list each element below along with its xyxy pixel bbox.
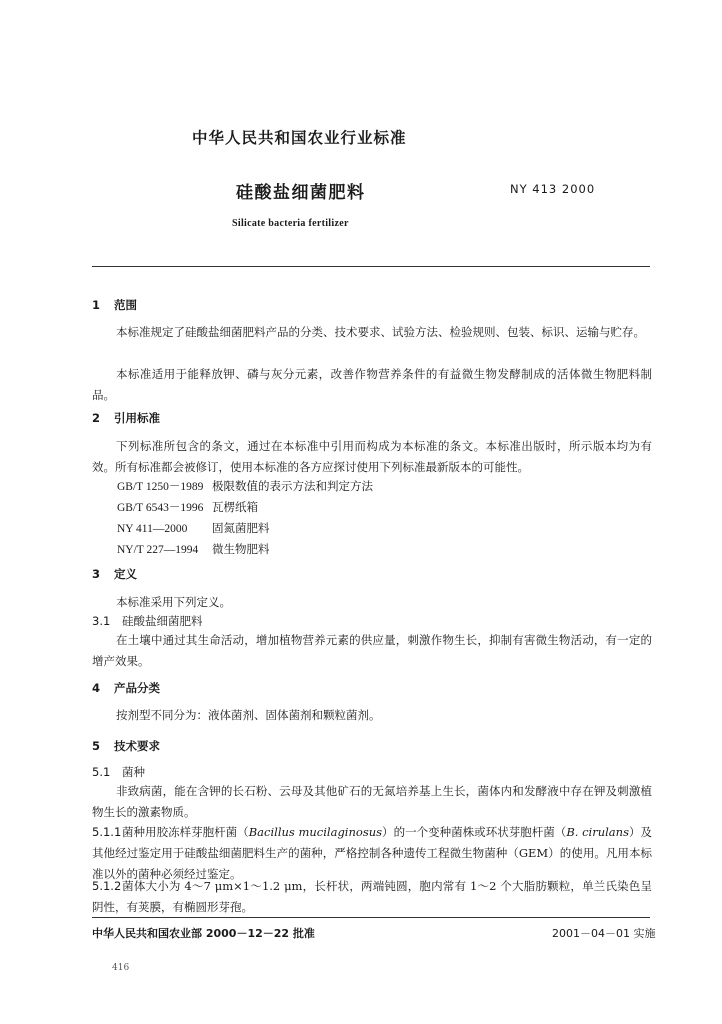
subsection-5-1-heading: 5.1 菌种: [92, 765, 145, 779]
section-3-paragraph: 本标准采用下列定义。: [116, 595, 231, 609]
reference-item: NY/T 227—1994 微生物肥料: [117, 542, 270, 556]
section-2-heading: 2 引用标准: [92, 411, 160, 425]
section-1-paragraph-2: 本标准适用于能释放钾、磷与灰分元素，改善作物营养条件的有益微生物发酵制成的活体微生物肥料制品。: [92, 367, 652, 402]
subsection-5-1-1-paragraph: 5.1.1菌种用胶冻样芽胞杆菌（Bacillus mucilaginosus）的一个变种菌株或环状芽胞杆菌（B. cirulans）及其他经过鉴定用于硅酸盐细菌肥料生产的菌种，严格控制各种遗传工程微生物菌种（GEM）的使用。凡用本标准以外的菌种必须经过鉴定。: [92, 825, 653, 881]
subsection-5-1-paragraph: 非致病菌，能在含钾的长石粉、云母及其他矿石的无氮培养基上生长，菌体内和发酵液中存在钾及刺激植物生长的激素物质。: [92, 784, 652, 819]
approval-line: 中华人民共和国农业部 2000－12－22 批准: [92, 927, 315, 940]
issuing-organization: 中华人民共和国农业行业标准: [192, 129, 407, 147]
reference-item: GB/T 1250－1989 极限数值的表示方法和判定方法: [117, 479, 373, 493]
standard-title-english: Silicate bacteria fertilizer: [232, 218, 349, 229]
section-4-heading: 4 产品分类: [92, 681, 160, 695]
standard-code: NY 413 2000: [510, 182, 596, 196]
section-3-heading: 3 定义: [92, 567, 137, 581]
standard-title: 硅酸盐细菌肥料: [236, 183, 366, 203]
reference-item: NY 411—2000 固氮菌肥料: [117, 521, 270, 535]
subsection-3-1-heading: 3.1 硅酸盐细菌肥料: [92, 614, 203, 628]
section-1-heading: 1 范围: [92, 298, 137, 312]
footer-divider: [92, 917, 650, 918]
section-5-heading: 5 技术要求: [92, 739, 160, 753]
subsection-5-1-2-paragraph: 5.1.2菌体大小为 4～7 μm×1～1.2 μm，长杆状，两端钝圆，胞内常有 1～2 个大脂肪颗粒，单兰氏染色呈阴性，有荚膜，有椭圆形芽孢。: [92, 879, 652, 914]
section-1-paragraph-1: 本标准规定了硅酸盐细菌肥料产品的分类、技术要求、试验方法、检验规则、包装、标识、运输与贮存。: [116, 325, 645, 339]
section-2-paragraph: 下列标准所包含的条文，通过在本标准中引用而构成为本标准的条文。本标准出版时，所示版本均为有效。所有标准都会被修订，使用本标准的各方应探讨使用下列标准最新版本的可能性。: [92, 439, 652, 474]
header-divider: [92, 266, 650, 267]
reference-item: GB/T 6543－1996 瓦楞纸箱: [117, 500, 258, 514]
page-number: 416: [112, 963, 130, 973]
section-4-paragraph: 按剂型不同分为：液体菌剂、固体菌剂和颗粒菌剂。: [116, 708, 381, 722]
effective-date: 2001－04－01 实施: [552, 927, 656, 940]
subsection-3-1-paragraph: 在土壤中通过其生命活动，增加植物营养元素的供应量，刺激作物生长，抑制有害微生物活动，有一定的增产效果。: [92, 633, 652, 668]
